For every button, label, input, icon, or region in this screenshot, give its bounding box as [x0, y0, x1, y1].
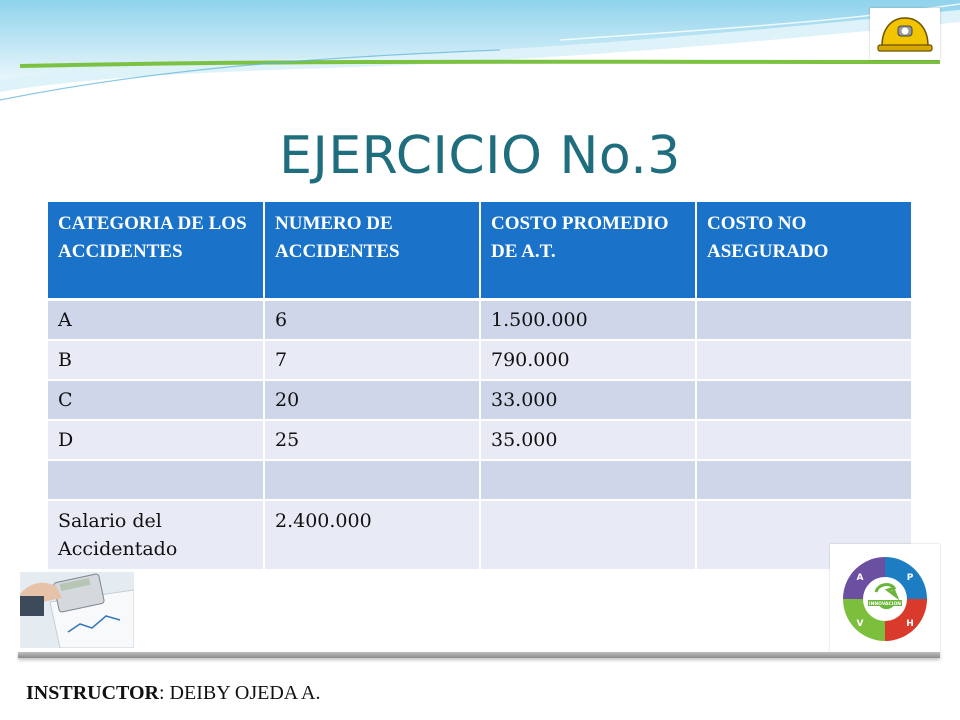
phva-logo — [830, 544, 940, 654]
table-cell: 33.000 — [480, 380, 696, 420]
header-swoosh-decoration — [0, 0, 960, 120]
calculator-photo — [20, 572, 134, 648]
table-cell: 2.400.000 — [264, 500, 480, 570]
table-cell — [696, 340, 912, 380]
instructor-credit — [26, 682, 320, 705]
hardhat-logo — [870, 8, 940, 60]
table-row-empty — [48, 460, 912, 500]
table-cell: 7 — [264, 340, 480, 380]
table-cell: 790.000 — [480, 340, 696, 380]
phva-letter-a: A — [856, 573, 864, 583]
hardhat-icon — [870, 8, 940, 60]
phva-letter-p: P — [906, 573, 914, 583]
header-categoria: CATEGORIA DE LOS ACCIDENTES — [48, 202, 264, 300]
table-cell — [480, 460, 696, 500]
table-cell — [480, 500, 696, 570]
table-row — [48, 420, 912, 460]
slide-title: EJERCICIO No.3 — [279, 126, 681, 186]
phva-letter-v: V — [856, 619, 864, 629]
instructor-label: INSTRUCTOR — [26, 682, 159, 704]
table-cell: Salario del Accidentado — [48, 500, 264, 570]
table-cell: B — [48, 340, 264, 380]
table-header-row — [48, 202, 912, 300]
phva-cycle-logo — [830, 544, 940, 654]
table-cell: 35.000 — [480, 420, 696, 460]
calculator-icon — [20, 572, 134, 648]
phva-letter-h: H — [906, 619, 914, 629]
table-cell — [696, 420, 912, 460]
instructor-name: : DEIBY OJEDA A. — [159, 682, 321, 704]
table-cell: 20 — [264, 380, 480, 420]
table-cell — [696, 460, 912, 500]
footer-divider — [18, 652, 940, 658]
accidents-table — [48, 202, 913, 571]
header-costo-promedio: COSTO PROMEDIO DE A.T. — [480, 202, 696, 300]
header-numero: NUMERO DE ACCIDENTES — [264, 202, 480, 300]
table-row — [48, 380, 912, 420]
header-costo-no-asegurado: COSTO NO ASEGURADO — [696, 202, 912, 300]
table-cell: A — [48, 300, 264, 341]
table-cell: 25 — [264, 420, 480, 460]
phva-center-label: INNOVACION — [868, 602, 902, 607]
table-cell: 1.500.000 — [480, 300, 696, 341]
table-row — [48, 300, 912, 341]
table-row-salario — [48, 500, 912, 570]
table-cell — [696, 300, 912, 341]
table-cell: 6 — [264, 300, 480, 341]
table-cell: C — [48, 380, 264, 420]
table-cell — [264, 460, 480, 500]
table-row — [48, 340, 912, 380]
table-cell: D — [48, 420, 264, 460]
table-cell — [48, 460, 264, 500]
table-cell — [696, 380, 912, 420]
